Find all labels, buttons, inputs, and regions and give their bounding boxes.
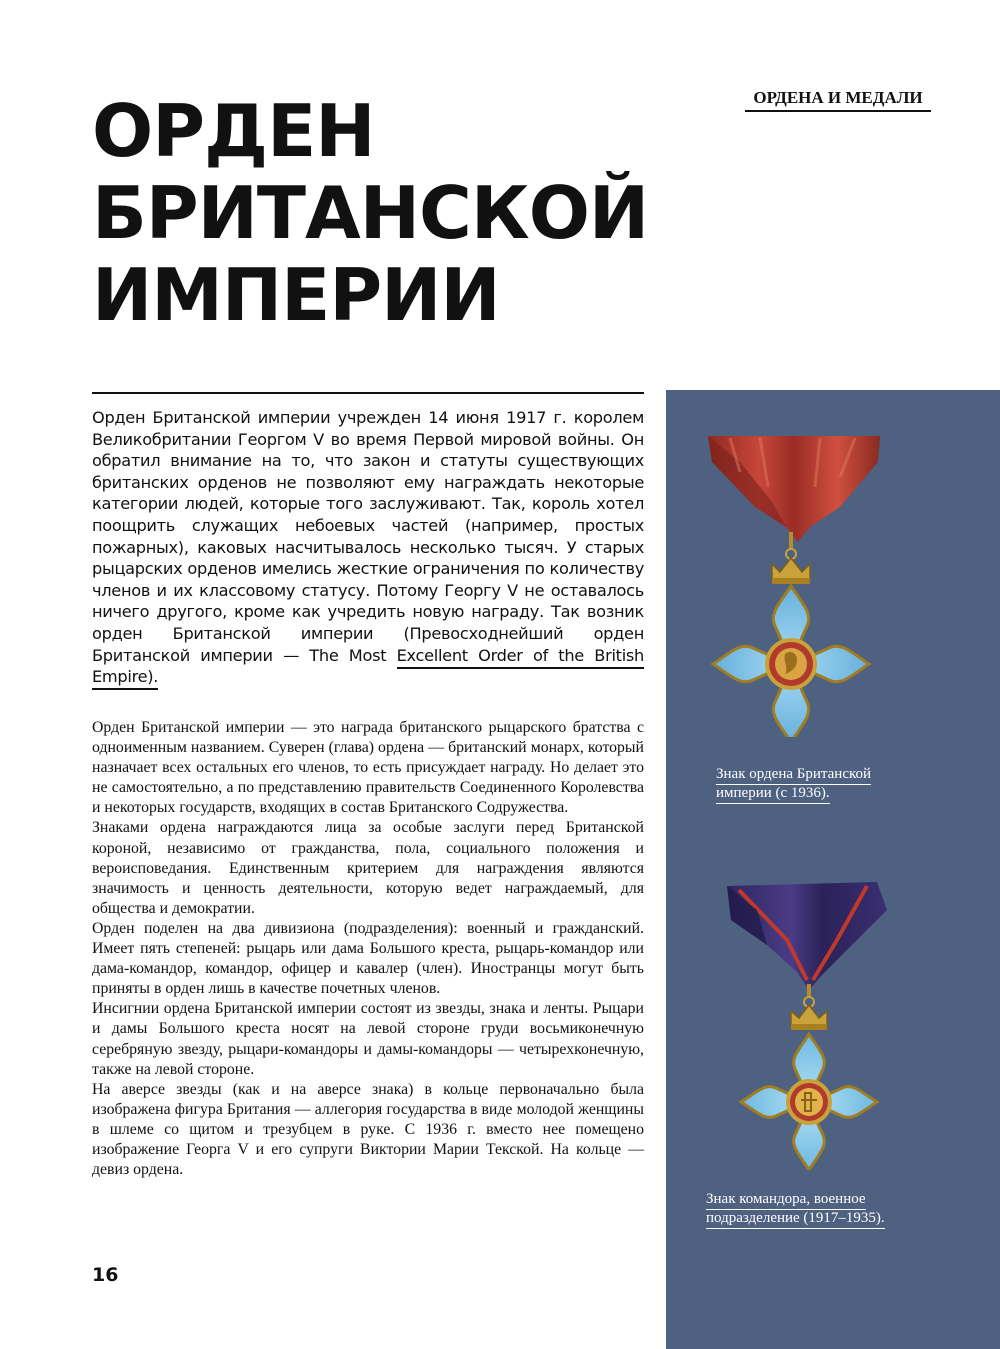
- body-paragraph: Орден Британской империи — это награда британского рыцарского братства с одноименным названием. Суверен (глава) ордена — британский монарх, который назначает всех остальных его членов, то есть присуждает награду. Но делает это не самостоятельно, а по представлению правительств Соединенного Королевства и некоторых государств, входящих в состав Британского Содружества.: [92, 719, 644, 817]
- caption-medal-2: [706, 1190, 926, 1228]
- title-line-2: БРИТАНСКОЙ: [92, 171, 649, 255]
- page-number: 16: [92, 1264, 119, 1286]
- caption-text: Знак командора, военное подразделение (1917–1935).: [706, 1191, 885, 1229]
- crown-icon: [772, 532, 810, 584]
- lead-paragraph: [92, 407, 644, 688]
- lead-text: Орден Британской империи учрежден 14 июня 1917 г. королем Великобритании Георгом V во время Первой мировой войны. Он обратил внимание на то, что закон и статуты существующих британских орденов не позволяют ему награждать некоторые категории людей, которые того заслуживают. Так, король хотел поощрить служащих небоевых частей (например, простых пожарных), каковых насчитывалось несколько тысяч. У старых рыцарских орденов имелись жесткие ограничения по количеству членов и их классовому статусу. Потому Георгу V не оставалось ничего другого, кроме как учредить новую награду. Так возник орден Британской империи (Превосходнейший орден Британской империи — The Most: [92, 408, 644, 665]
- cross-badge: [713, 586, 869, 737]
- body-paragraph: Инсигнии ордена Британской империи состоят из звезды, знака и ленты. Рыцари и дамы Большого креста носят на левой стороне груди восьмиконечную серебряную звезду, рыцари-командоры и дамы-командоры — четырехконечную, также на левой стороне.: [92, 1000, 644, 1078]
- cross-badge: [741, 1034, 877, 1170]
- page-title: [92, 90, 652, 336]
- divider-rule: [92, 392, 644, 394]
- body-paragraph: На аверсе звезды (как и на аверсе знака) в кольце первоначально была изображена фигура Британия — аллегория государства в виде молодой женщины в шлеме со щитом и трезубцем в руке. С 1936 г. вместо нее помещено изображение Георга V и его супруги Виктории Марии Текской. На кольце — девиз ордена.: [92, 1080, 644, 1179]
- body-paragraph: Знаками ордена награждаются лица за особые заслуги перед Британской короной, независимо от гражданства, пола, социального положения и вероисповедания. Единственным критерием для награждения являются значимость и ценность деятельности, которую ведет награждаемый, для общества и демократии.: [92, 819, 644, 917]
- caption-text: Знак ордена Британской империи (с 1936).: [716, 766, 871, 804]
- medal-image-2: [727, 880, 889, 1170]
- lead-last-line: Excellent Order of the British Empire).: [92, 646, 644, 691]
- crown-icon: [791, 984, 827, 1030]
- title-line-1: ОРДЕН: [92, 89, 375, 173]
- section-label: ОРДЕНА И МЕДАЛИ: [745, 88, 931, 112]
- title-line-3: ИМПЕРИИ: [92, 253, 500, 337]
- medal-image-1: [700, 432, 890, 737]
- ribbon: [708, 436, 880, 542]
- ribbon: [727, 882, 887, 990]
- caption-medal-1: [716, 765, 916, 803]
- body-text: [92, 718, 644, 1180]
- body-paragraph: Орден поделен на два дивизиона (подразделения): военный и гражданский. Имеет пять степеней: рыцарь или дама Большого креста, рыцарь-командор или дама-командор, командор, офицер и кавалер (член). Иностранцы могут быть приняты в орден лишь в качестве почетных членов.: [92, 919, 644, 998]
